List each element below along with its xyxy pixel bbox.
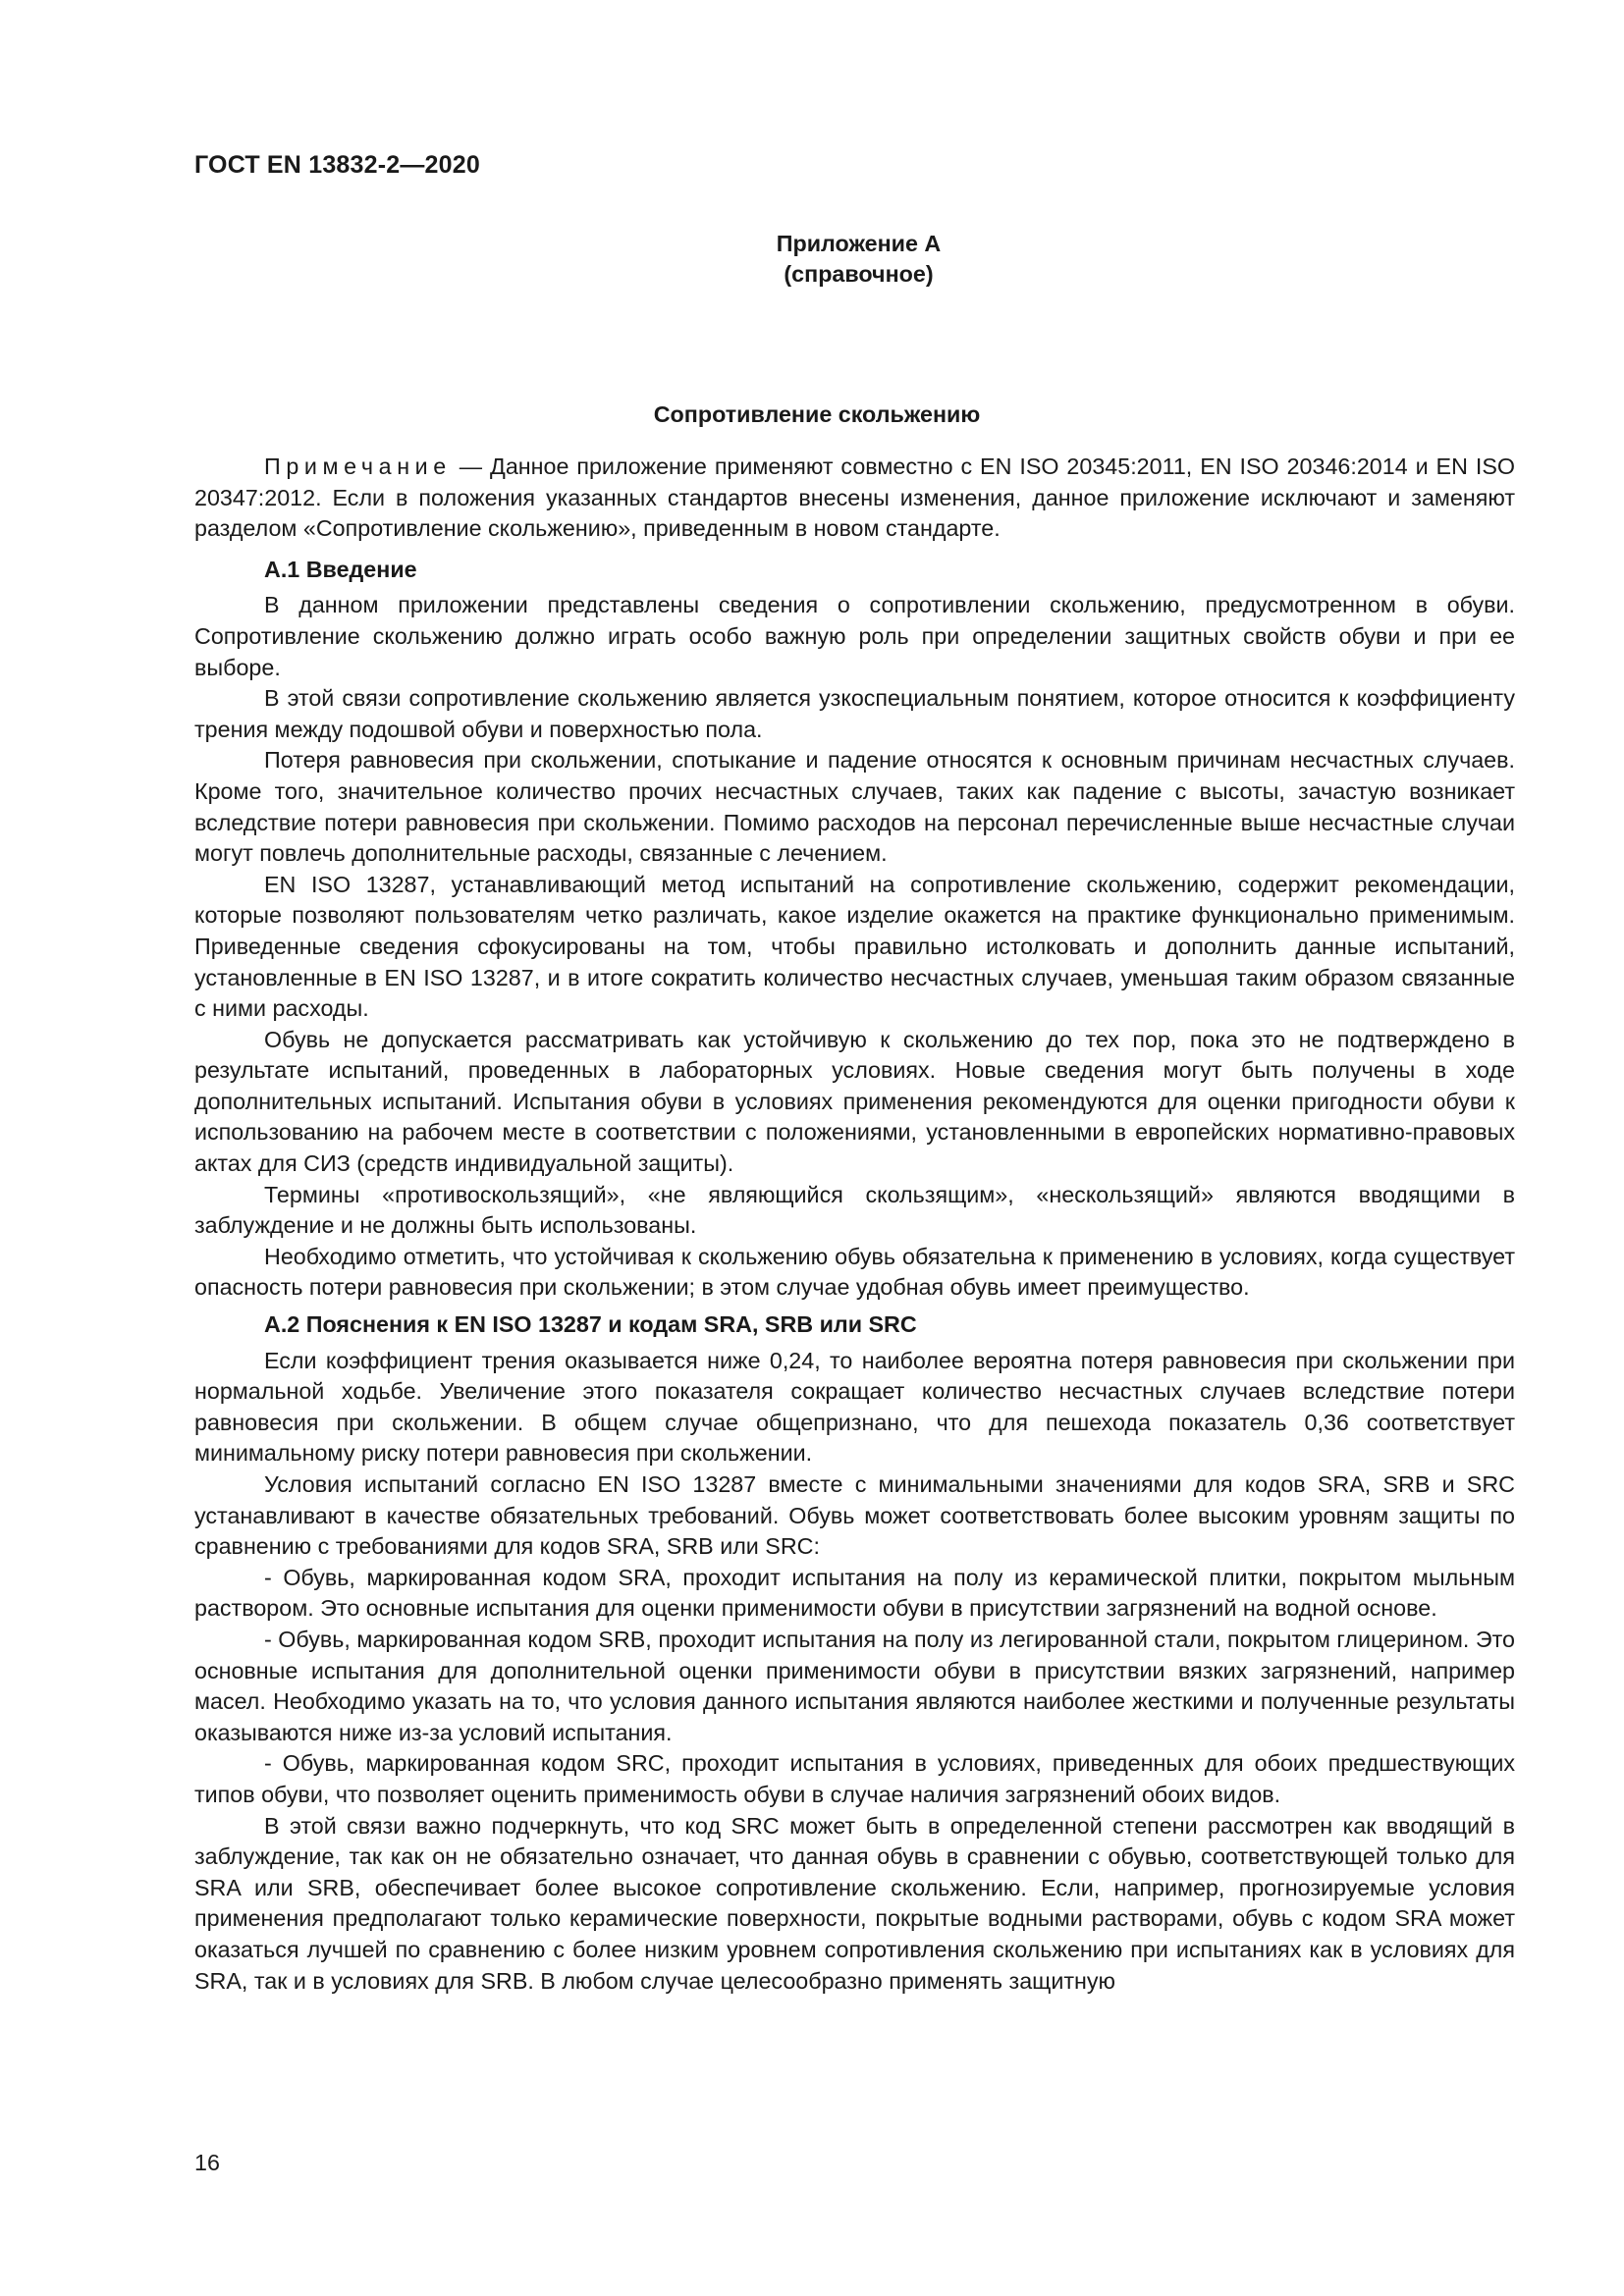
a2-paragraph: Если коэффициент трения оказывается ниже 0,24, то наиболее вероятна потеря равновесия при скольжении при нормальной ходьбе. Увеличение этого показателя сокращает количество несчастных случаев вследствие потери равновесия при скольжении. В общем случае общепризнано, что для пешехода показатель 0,36 соответствует минимальному риску потери равновесия при скольжении.: [194, 1347, 1515, 1467]
a2-paragraph: В этой связи важно подчеркнуть, что код SRC может быть в определенной степени рассмотрен как вводящий в заблуждение, так как он не обязательно означает, что данная обувь в сравнении с обувью, соответствующей только для SRA или SRB, обеспечивает более высокое сопротивление скольжению. Если, например, прогнозируемые условия применения предполагают только керамические поверхности, покрытые водными растворами, обувь с кодом SRA может оказаться лучшей по сравнению с более низким уровнем сопротивления скольжению при испытаниях как в условиях для SRA, так и в условиях для SRB. В любом случае целесообразно применять защитную: [194, 1812, 1515, 1994]
a1-paragraph: Необходимо отметить, что устойчивая к скольжению обувь обязательна к применению в условиях, когда существует опасность потери равновесия при скольжении; в этом случае удобная обувь имеет преимущество.: [194, 1243, 1515, 1301]
annex-title: Приложение А: [776, 231, 942, 256]
note-paragraph: [194, 452, 1515, 545]
section-a2-heading: А.2 Пояснения к EN ISO 13287 и кодам SRA, SRB или SRC: [264, 1311, 917, 1338]
note-text: — Данное приложение применяют совместно с EN ISO 20345:2011, EN ISO 20346:2014 и EN ISO 20347:2012. Если в положения указанных стандартов внесены изменения, данное приложение исключают и заменяют разделом «Сопротивление скольжению», приведенным в новом стандарте.: [194, 454, 1515, 542]
note-label: Примечание: [264, 454, 452, 479]
a1-paragraph: Термины «противоскользящий», «не являющийся скользящим», «нескользящий» являются вводящими в заблуждение и не должны быть использованы.: [194, 1181, 1515, 1239]
a1-paragraph: Обувь не допускается рассматривать как устойчивую к скольжению до тех пор, пока это не подтверждено в результате испытаний, проведенных в лабораторных условиях. Новые сведения могут быть получены в ходе дополнительных испытаний. Испытания обуви в условиях применения рекомендуются для оценки пригодности обуви к использованию на рабочем месте в соответствии с положениями, установленными в европейских нормативно-правовых актах для СИЗ (средств индивидуальной защиты).: [194, 1026, 1515, 1177]
a1-paragraph: В данном приложении представлены сведения о сопротивлении скольжению, предусмотренном в обуви. Сопротивление скольжению должно играть особо важную роль при определении защитных свойств обуви и при ее выборе.: [194, 592, 1515, 680]
page-number: 16: [194, 2150, 220, 2175]
section-title: Сопротивление скольжению: [653, 401, 981, 427]
annex-status: (справочное): [784, 261, 934, 287]
document-body: [194, 452, 1515, 1997]
a1-paragraph: EN ISO 13287, устанавливающий метод испытаний на сопротивление скольжению, содержит рекомендации, которые позволяют пользователям четко различать, какое изделие окажется на практике функционально применимым. Приведенные сведения сфокусированы на том, чтобы правильно истолковать и дополнить данные испытаний, установленные в EN ISO 13287, и в итоге сократить количество несчастных случаев, уменьшая таким образом связанные с ними расходы.: [194, 871, 1515, 1022]
a2-list-item-src: - Обувь, маркированная кодом SRC, проходит испытания в условиях, приведенных для обоих предшествующих типов обуви, что позволяет оценить применимость обуви в случае наличия загрязнений обоих видов.: [194, 1750, 1515, 1807]
a2-list-item-sra: - Обувь, маркированная кодом SRA, проходит испытания на полу из керамической плитки, покрытом мыльным раствором. Это основные испытания для оценки применимости обуви в присутствии загрязнений на водной основе.: [194, 1564, 1515, 1622]
a1-paragraph: В этой связи сопротивление скольжению является узкоспециальным понятием, которое относится к коэффициенту трения между подошвой обуви и поверхностью пола.: [194, 685, 1515, 742]
section-a1-heading: А.1 Введение: [264, 556, 417, 582]
a2-paragraph: Условия испытаний согласно EN ISO 13287 вместе с минимальными значениями для кодов SRA, SRB и SRC устанавливают в качестве обязательных требований. Обувь может соответствовать более высоким уровням защиты по сравнению с требованиями для кодов SRA, SRB или SRC:: [194, 1471, 1515, 1560]
document-code: ГОСТ EN 13832-2—2020: [194, 151, 480, 179]
a1-paragraph: Потеря равновесия при скольжении, спотыкание и падение относятся к основным причинам несчастных случаев. Кроме того, значительное количество прочих несчастных случаев, таких как падение с высоты, зачастую возникает вследствие потери равновесия при скольжении. Помимо расходов на персонал перечисленные выше несчастные случаи могут повлечь дополнительные расходы, связанные с лечением.: [194, 747, 1515, 867]
a2-list-item-srb: - Обувь, маркированная кодом SRB, проходит испытания на полу из легированной стали, покрытом глицерином. Это основные испытания для дополнительной оценки применимости обуви в присутствии вязких загрязнений, например масел. Необходимо указать на то, что условия данного испытания являются наиболее жесткими и полученные результаты оказываются ниже из-за условий испытания.: [194, 1626, 1515, 1745]
annex-heading: [687, 229, 1030, 290]
